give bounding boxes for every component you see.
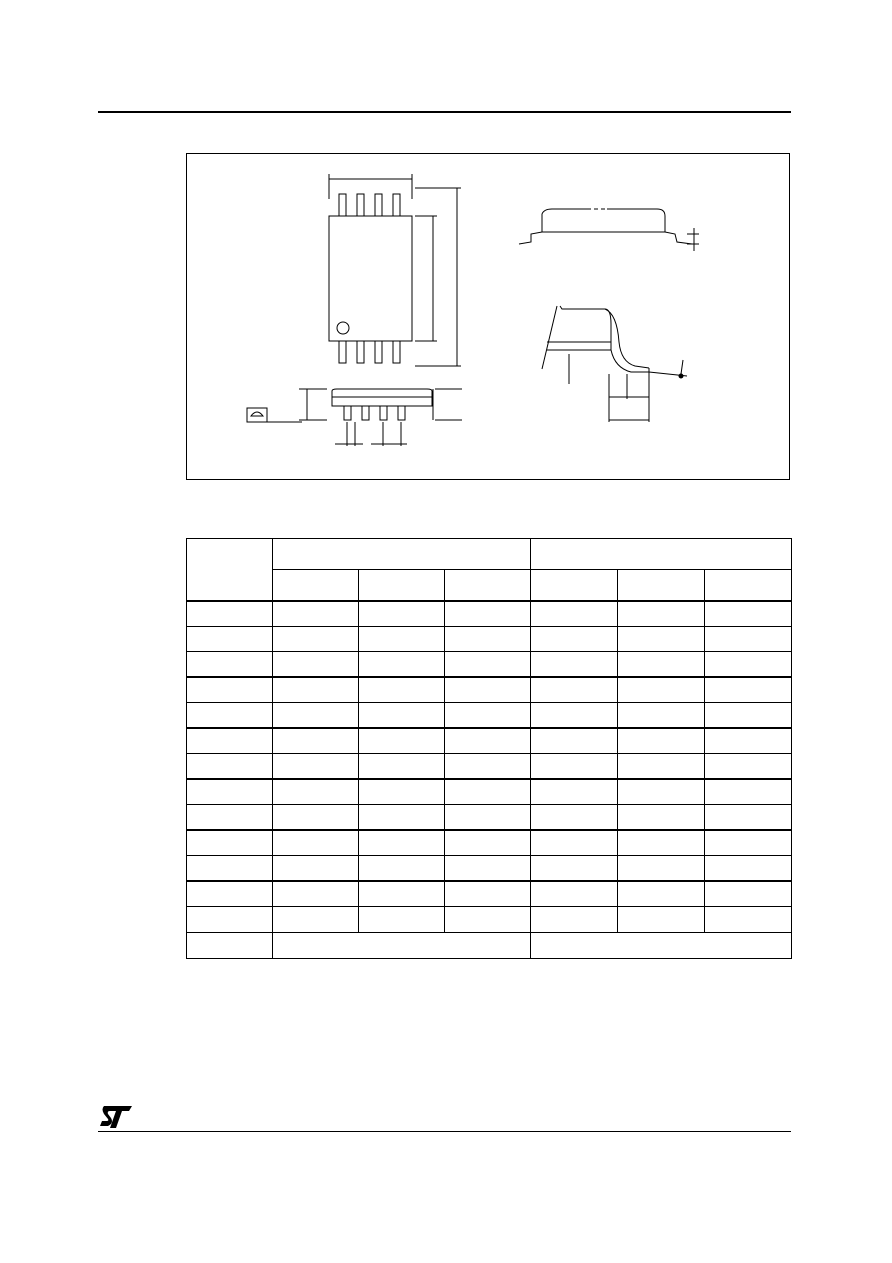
table-cell — [618, 626, 705, 652]
table-cell — [618, 830, 705, 856]
table-cell — [705, 856, 792, 882]
table-cell — [531, 856, 618, 882]
subheader-cell — [705, 570, 792, 601]
table-cell — [187, 830, 273, 856]
table-cell — [359, 754, 445, 780]
table-cell — [705, 677, 792, 703]
table-row — [187, 805, 792, 831]
table-cell — [359, 881, 445, 907]
table-cell — [531, 677, 618, 703]
table-cell — [273, 677, 359, 703]
table-cell — [359, 601, 445, 627]
table-cell — [187, 907, 273, 933]
table-cell — [359, 703, 445, 729]
table-cell — [705, 779, 792, 805]
table-cell — [445, 754, 531, 780]
table-cell — [359, 677, 445, 703]
table-cell — [273, 830, 359, 856]
table-cell — [187, 601, 273, 627]
header-group-2 — [531, 539, 792, 570]
table-cell — [445, 626, 531, 652]
table-cell — [445, 677, 531, 703]
table-row — [187, 881, 792, 907]
table-row — [187, 856, 792, 882]
table-row — [187, 601, 792, 627]
table-cell — [531, 881, 618, 907]
table-cell — [531, 805, 618, 831]
table-cell — [359, 907, 445, 933]
table-cell — [618, 652, 705, 678]
table-row — [187, 830, 792, 856]
table-cell — [531, 626, 618, 652]
table-cell — [273, 754, 359, 780]
table-cell — [273, 856, 359, 882]
table-row — [187, 652, 792, 678]
table-cell — [187, 856, 273, 882]
table-cell — [187, 703, 273, 729]
table-cell — [273, 601, 359, 627]
table-subheader-row — [187, 570, 792, 601]
table-cell — [618, 907, 705, 933]
table-cell — [705, 805, 792, 831]
table-cell — [359, 779, 445, 805]
table-cell — [273, 779, 359, 805]
table-cell — [705, 703, 792, 729]
table-cell — [187, 677, 273, 703]
table-cell — [618, 881, 705, 907]
mechanical-drawing-svg — [187, 154, 791, 481]
table-cell — [705, 830, 792, 856]
table-cell — [531, 932, 792, 958]
table-cell — [705, 907, 792, 933]
table-cell — [359, 728, 445, 754]
table-cell — [445, 805, 531, 831]
table-cell — [618, 728, 705, 754]
table-cell — [618, 601, 705, 627]
table-cell — [618, 677, 705, 703]
table-cell — [531, 830, 618, 856]
table-cell — [187, 779, 273, 805]
table-cell — [618, 703, 705, 729]
table-cell — [618, 754, 705, 780]
subheader-cell — [273, 570, 359, 601]
table-cell — [187, 805, 273, 831]
table-cell — [705, 652, 792, 678]
table-cell — [531, 652, 618, 678]
table-cell — [273, 626, 359, 652]
table-cell — [359, 652, 445, 678]
table-cell — [531, 779, 618, 805]
header-rule — [98, 111, 791, 113]
table-row — [187, 728, 792, 754]
pin1-marker — [337, 322, 349, 334]
table-cell — [187, 728, 273, 754]
footer-rule — [98, 1131, 791, 1132]
table-row — [187, 677, 792, 703]
table-cell — [187, 932, 273, 958]
table-cell — [187, 652, 273, 678]
table-cell — [359, 830, 445, 856]
table-cell — [187, 881, 273, 907]
table-cell — [531, 907, 618, 933]
table-row — [187, 703, 792, 729]
table-cell — [445, 728, 531, 754]
table-cell — [273, 881, 359, 907]
table-cell — [705, 601, 792, 627]
table-cell — [531, 601, 618, 627]
header-group-1 — [273, 539, 531, 570]
table-body — [187, 601, 792, 933]
subheader-cell — [359, 570, 445, 601]
subheader-cell — [445, 570, 531, 601]
table-cell — [445, 779, 531, 805]
table-cell — [273, 703, 359, 729]
header-symbol — [187, 539, 273, 601]
table-cell — [187, 754, 273, 780]
table-cell — [705, 626, 792, 652]
table-cell — [445, 830, 531, 856]
table-cell — [445, 601, 531, 627]
table-cell — [705, 754, 792, 780]
table-cell — [273, 932, 531, 958]
subheader-cell — [531, 570, 618, 601]
table-header-row — [187, 539, 792, 570]
subheader-cell — [618, 570, 705, 601]
table-cell — [273, 728, 359, 754]
table-cell — [705, 881, 792, 907]
table-row — [187, 779, 792, 805]
table-cell — [531, 703, 618, 729]
table-cell — [273, 907, 359, 933]
table-row — [187, 626, 792, 652]
package-outline-drawing — [186, 153, 790, 480]
table-row — [187, 754, 792, 780]
table-cell — [445, 907, 531, 933]
table-cell — [359, 856, 445, 882]
table-cell — [618, 856, 705, 882]
table-cell — [359, 805, 445, 831]
table-last-row — [187, 932, 792, 958]
table-cell — [445, 703, 531, 729]
table-cell — [187, 626, 273, 652]
table-row — [187, 907, 792, 933]
table-cell — [445, 881, 531, 907]
table-cell — [618, 779, 705, 805]
table-cell — [273, 805, 359, 831]
st-logo — [98, 1104, 134, 1130]
table-cell — [705, 728, 792, 754]
table-cell — [618, 805, 705, 831]
table-cell — [359, 626, 445, 652]
table-cell — [273, 652, 359, 678]
table-cell — [445, 652, 531, 678]
table-cell — [531, 728, 618, 754]
table-cell — [445, 856, 531, 882]
table-cell — [531, 754, 618, 780]
dimension-table — [186, 538, 792, 959]
